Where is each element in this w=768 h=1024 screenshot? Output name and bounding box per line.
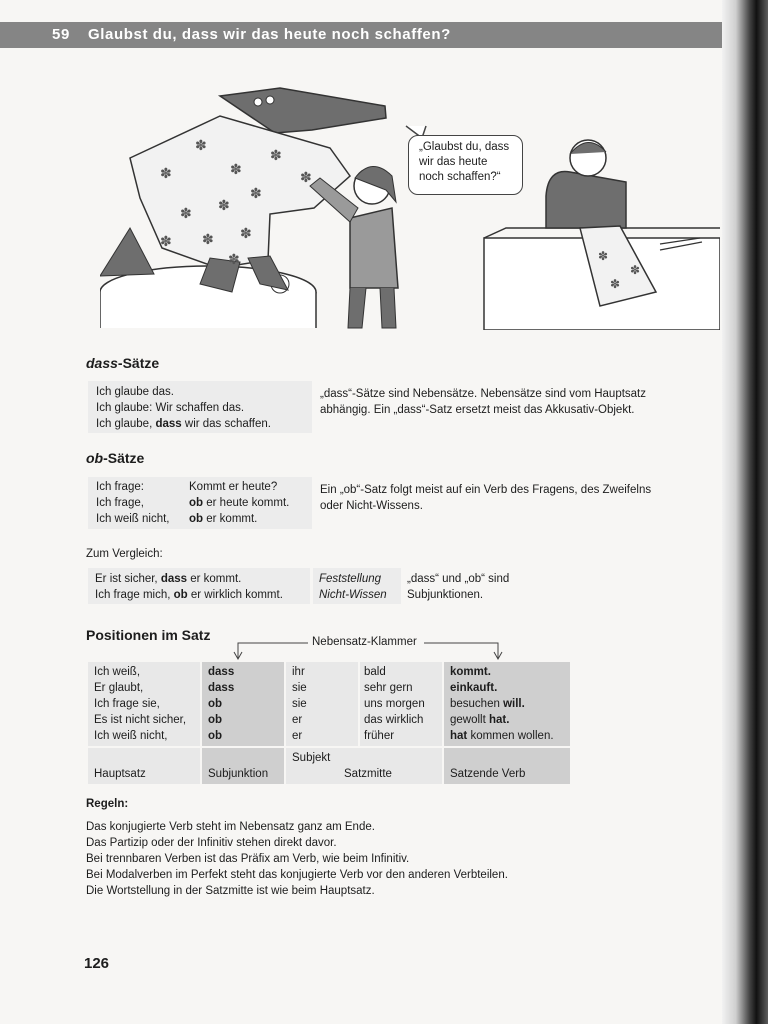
page-number: 126 xyxy=(84,955,110,972)
illustration xyxy=(100,78,720,330)
crocodile xyxy=(100,88,386,292)
dass-explanation: „dass“-Sätze sind Nebensätze. Nebensätze sind vom Hauptsatz abhängig. Ein „dass“-Satz ersetzt meist das Akkusativ-Objekt. xyxy=(320,388,646,416)
svg-text:✽: ✽ xyxy=(610,277,621,291)
ob-examples-right: Kommt er heute? ob er heute kommt. ob er kommt. xyxy=(189,481,290,525)
footer-subjunktion: Subjunktion xyxy=(208,768,269,780)
satzmitte-cells: bald sehr gern uns morgen das wirklich früher xyxy=(364,666,425,742)
regeln-title: Regeln: xyxy=(86,798,129,810)
ob-explanation: Ein „ob“-Satz folgt meist auf ein Verb des Fragens, des Zweifelns oder Nicht-Wissens. xyxy=(320,484,652,512)
ob-section-title: ob-Sätze xyxy=(86,450,145,466)
svg-text:✽: ✽ xyxy=(250,185,262,201)
chapter-title: Glaubst du, dass wir das heute noch schaffen? xyxy=(88,26,451,43)
comparison-sentences: Er ist sicher, dass er kommt. Ich frage mich, ob er wirklich kommt. xyxy=(95,573,283,601)
chapter-header xyxy=(0,22,768,48)
ob-examples-left: Ich frage: Ich frage, Ich weiß nicht, xyxy=(96,481,170,525)
dass-section-title: dass-Sätze xyxy=(86,355,160,371)
regeln-list: Das konjugierte Verb steht im Nebensatz ganz am Ende. Das Partizip oder der Infinitiv stehen direkt davor. Bei trennbaren Verben ist das Präfix am Verb, wie beim Infinitiv. Bei Modalverben im Perfekt steht das konjugierte Verb vor den anderen Verbteilen. Die Wortstellung in der Satzmitte ist wie beim Hauptsatz. xyxy=(86,821,508,897)
footer-satzmitte: Satzmitte xyxy=(344,768,392,780)
girl-figure xyxy=(310,166,398,328)
svg-text:✽: ✽ xyxy=(195,137,207,153)
svg-text:✽: ✽ xyxy=(598,249,609,263)
svg-text:✽: ✽ xyxy=(202,231,214,247)
footer-subjekt: Subjekt xyxy=(292,752,331,764)
svg-text:✽: ✽ xyxy=(160,165,172,181)
bracket-label: Nebensatz-Klammer xyxy=(312,636,417,648)
dass-examples: Ich glaube das. Ich glaube: Wir schaffen das. Ich glaube, dass wir das schaffen. xyxy=(96,386,271,430)
svg-text:✽: ✽ xyxy=(230,161,242,177)
footer-hauptsatz: Hauptsatz xyxy=(94,768,146,780)
speech-bubble: „Glaubst du, dass wir das heute noch schaffen?“ xyxy=(408,135,523,195)
footer-verb: Satzende Verb xyxy=(450,768,526,780)
svg-text:✽: ✽ xyxy=(228,251,240,267)
svg-text:✽: ✽ xyxy=(160,233,172,249)
chapter-number: 59 xyxy=(52,26,70,43)
comparison-label: Zum Vergleich: xyxy=(86,548,163,560)
book-spine-shadow xyxy=(722,0,768,1024)
subjekt-cells: ihr sie sie er er xyxy=(292,666,307,742)
svg-text:✽: ✽ xyxy=(300,169,312,185)
hauptsatz-cells: Ich weiß, Er glaubt, Ich frage sie, Es ist nicht sicher, Ich weiß nicht, xyxy=(94,666,187,742)
verb-cells: kommt. einkauft. besuchen will. gewollt hat. hat kommen wollen. xyxy=(450,666,554,742)
svg-text:✽: ✽ xyxy=(180,205,192,221)
svg-text:✽: ✽ xyxy=(240,225,252,241)
comparison-types: Feststellung Nicht-Wissen xyxy=(319,573,387,601)
comparison-note: „dass“ und „ob“ sind Subjunktionen. xyxy=(407,573,510,601)
positions-title: Positionen im Satz xyxy=(86,627,211,643)
subjunktion-cells: dass dass ob ob ob xyxy=(208,666,235,742)
svg-text:✽: ✽ xyxy=(218,197,230,213)
svg-text:✽: ✽ xyxy=(270,147,282,163)
svg-text:✽: ✽ xyxy=(630,263,641,277)
